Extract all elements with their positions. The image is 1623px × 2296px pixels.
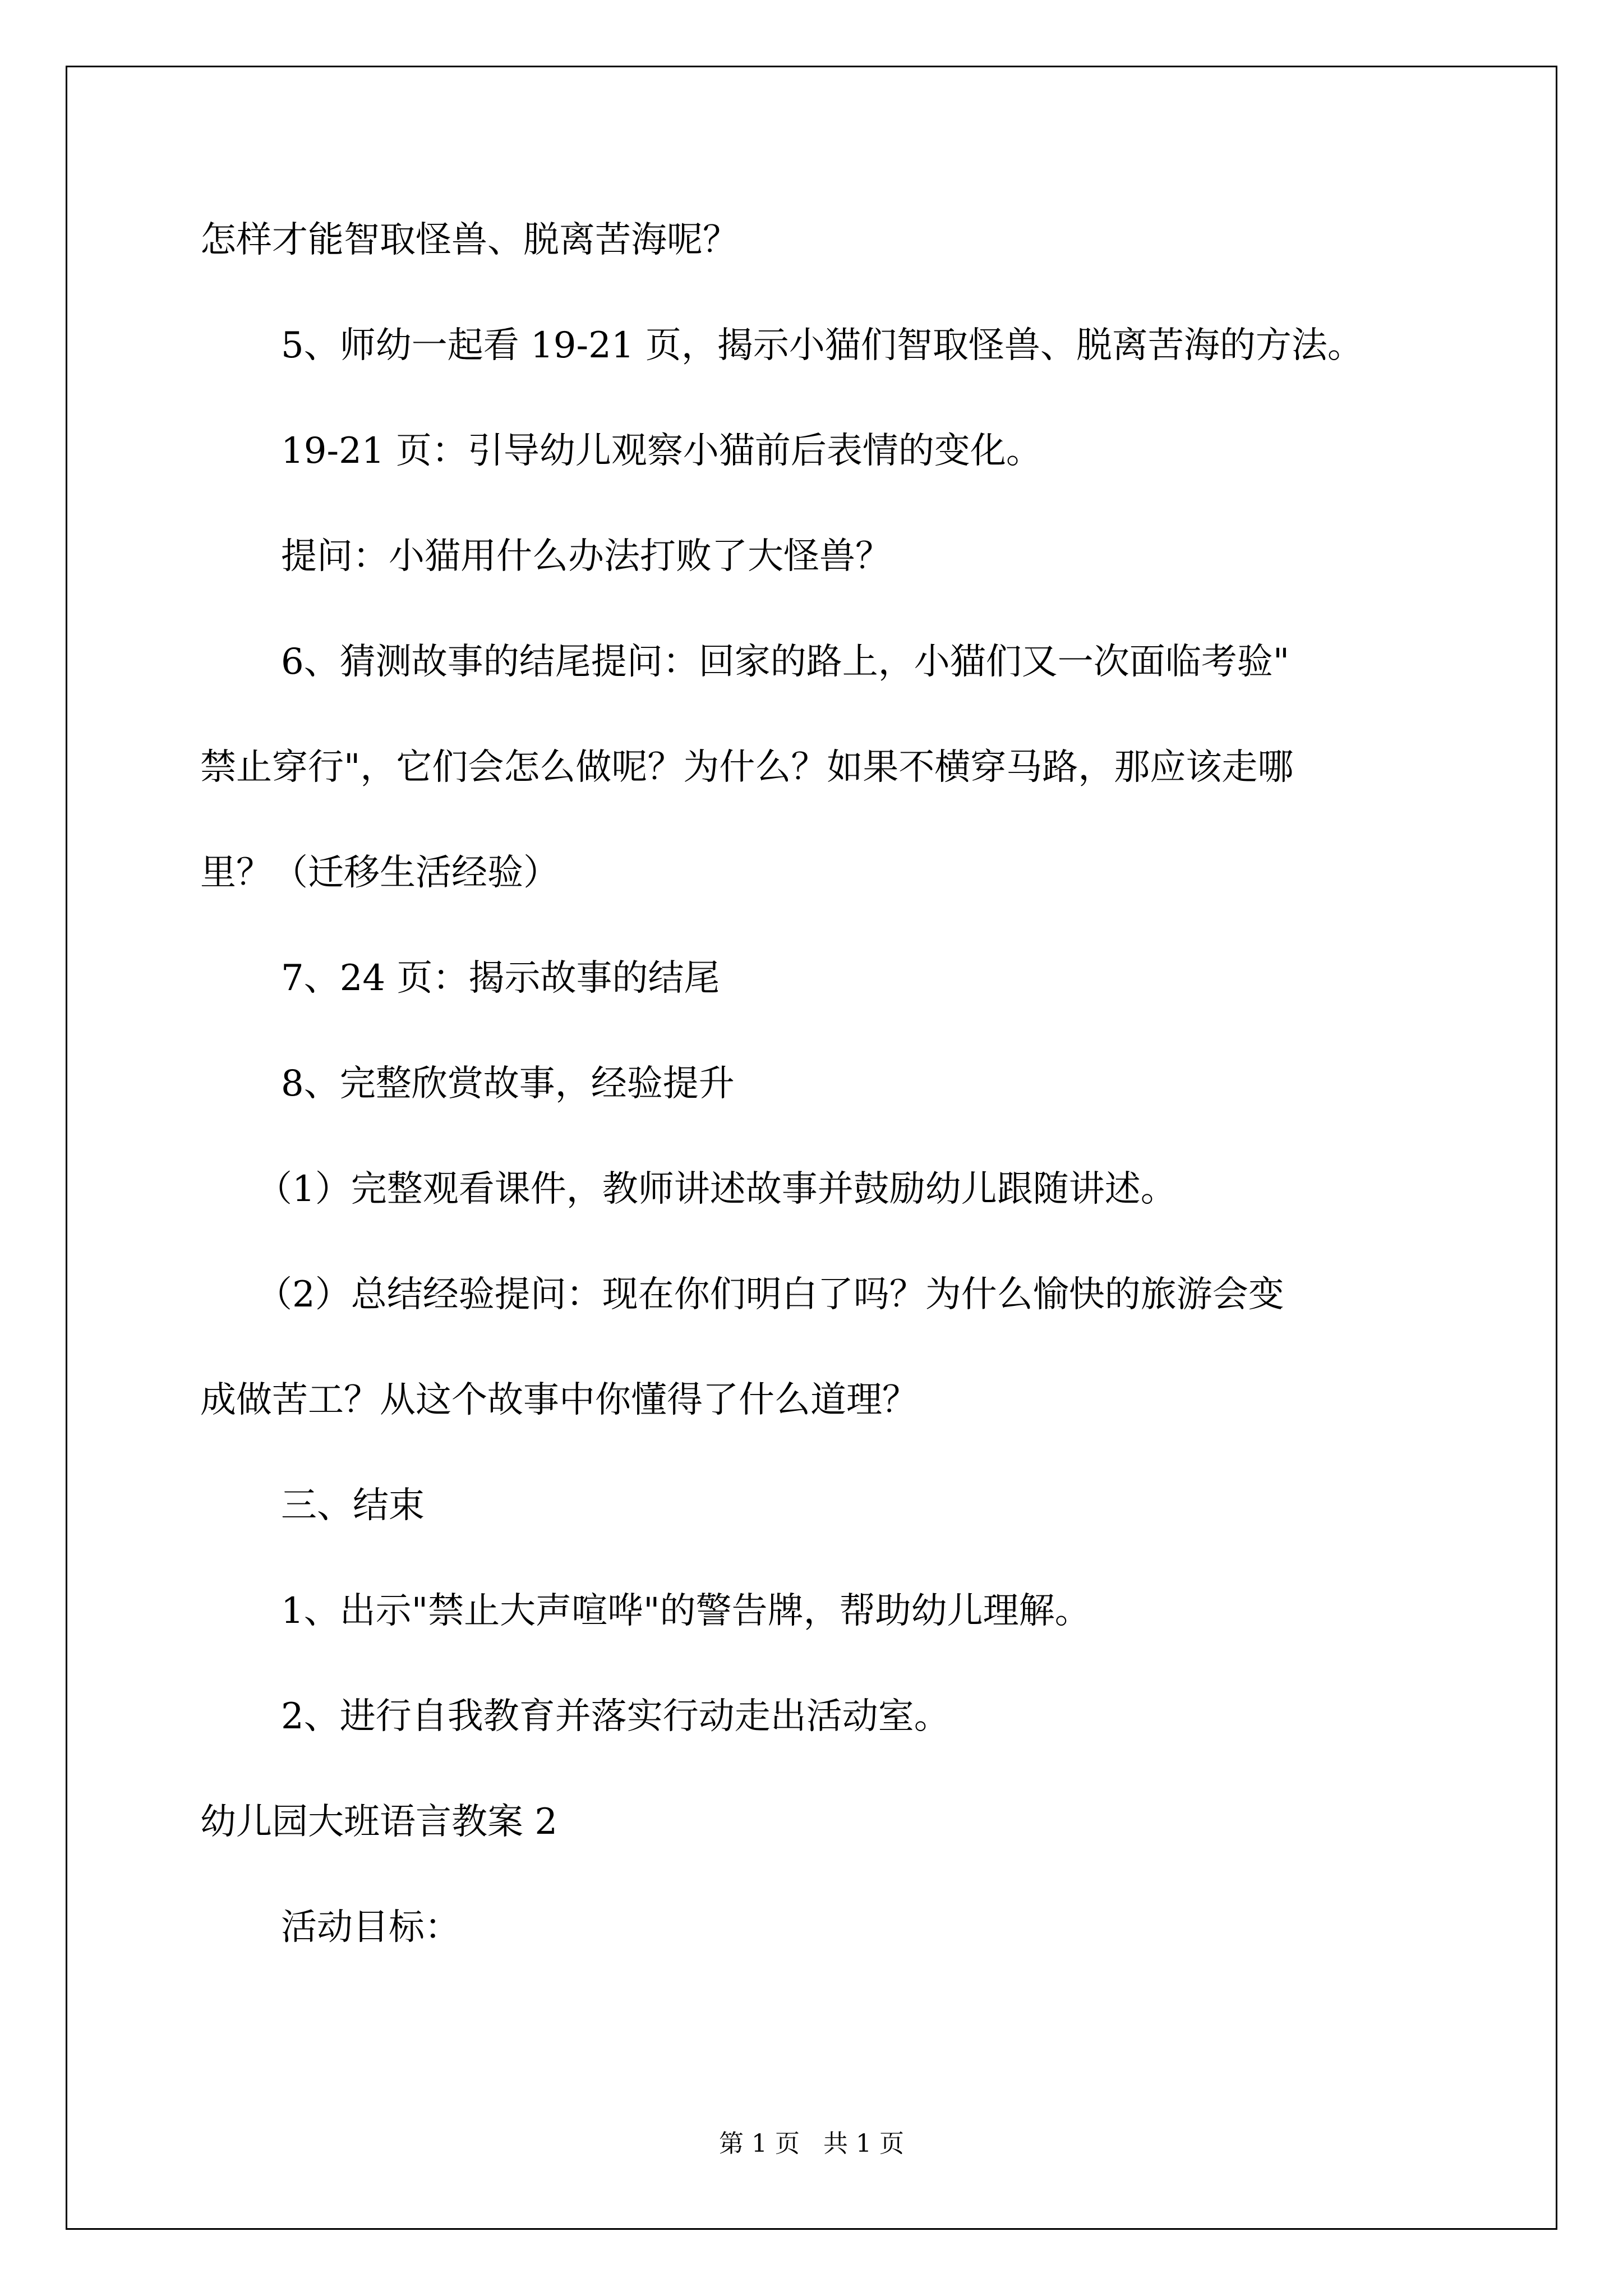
text-line-4: 提问：小猫用什么办法打败了大怪兽？ — [281, 536, 891, 577]
section-heading-end: 三、结束 — [281, 1485, 425, 1526]
text-line-10: （1）完整观看课件，教师讲述故事并鼓励幼儿跟随讲述。 — [256, 1168, 1177, 1210]
text-line-2: 5、师幼一起看 19-21 页，揭示小猫们智取怪兽、脱离苦海的方法。 — [281, 325, 1363, 366]
text-line-11: （2）总结经验提问：现在你们明白了吗？为什么愉快的旅游会变 — [256, 1274, 1284, 1315]
text-line-3: 19-21 页：引导幼儿观察小猫前后表情的变化。 — [281, 430, 1042, 472]
text-line-14: 1、出示"禁止大声喧哗"的警告牌，帮助幼儿理解。 — [281, 1590, 1091, 1632]
text-line-8: 7、24 页：揭示故事的结尾 — [281, 958, 720, 999]
text-line-6: 禁止穿行"，它们会怎么做呢？为什么？如果不横穿马路，那应该走哪 — [200, 747, 1294, 788]
page-footer: 第 1 页 共 1 页 — [719, 2129, 904, 2158]
text-line-15: 2、进行自我教育并落实行动走出活动室。 — [281, 1696, 950, 1737]
text-line-12: 成做苦工？从这个故事中你懂得了什么道理？ — [200, 1379, 918, 1421]
text-line-9: 8、完整欣赏故事，经验提升 — [281, 1063, 735, 1105]
text-line-5: 6、猜测故事的结尾提问：回家的路上，小猫们又一次面临考验" — [281, 641, 1290, 683]
text-line-1: 怎样才能智取怪兽、脱离苦海呢？ — [200, 219, 739, 261]
section-title: 幼儿园大班语言教案 2 — [200, 1801, 558, 1843]
text-line-7: 里？（迁移生活经验） — [200, 852, 559, 894]
activity-goals-heading: 活动目标： — [281, 1907, 460, 1948]
